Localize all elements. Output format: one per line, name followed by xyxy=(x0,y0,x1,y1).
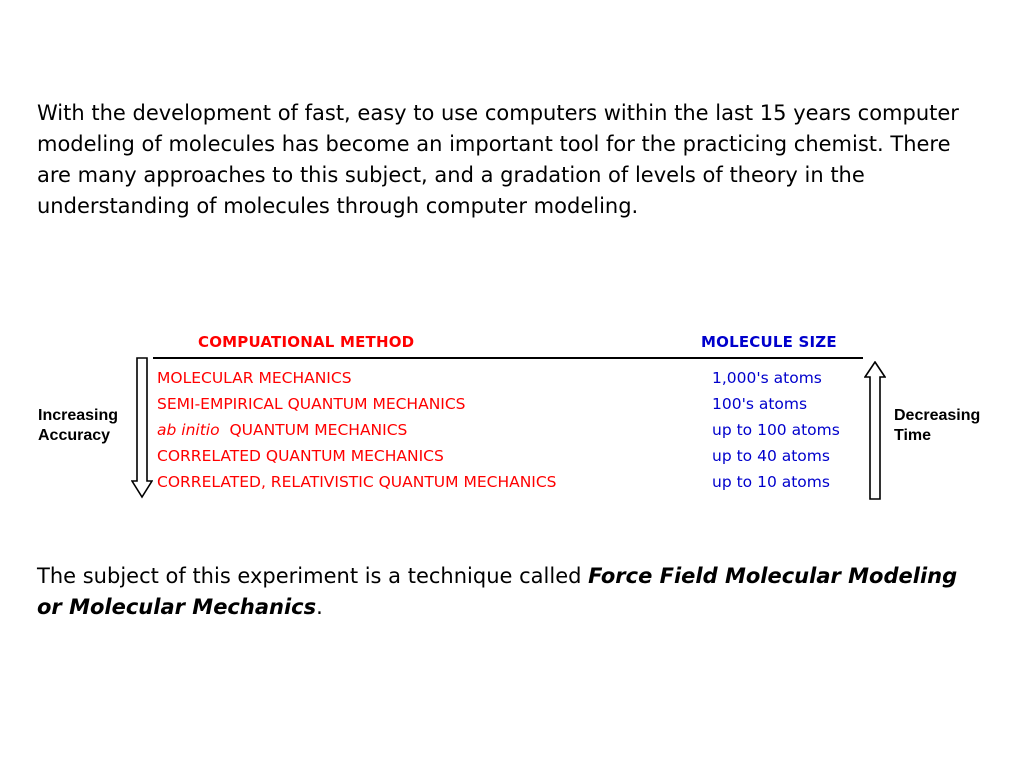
size-row-1: 1,000's atoms xyxy=(712,369,822,387)
conclusion-paragraph: The subject of this experiment is a technique called Force Field Molecular Modeling or Molecular Mechanics. xyxy=(37,564,958,619)
method-row-3-italic: ab initio xyxy=(157,421,220,439)
method-row-3: ab initio QUANTUM MECHANICS xyxy=(157,421,408,439)
down-arrow-icon xyxy=(131,357,153,499)
technique-name: Force Field Molecular Modeling or Molecular Mechanics xyxy=(37,564,958,619)
increasing-accuracy-label: Increasing Accuracy xyxy=(38,407,119,444)
method-row-2: SEMI-EMPIRICAL QUANTUM MECHANICS xyxy=(157,395,466,413)
decreasing-time-label: Decreasing Time xyxy=(894,407,981,444)
intro-paragraph: With the development of fast, easy to use computers within the last 15 years computer modeling of molecules has become an important tool for the practicing chemist. There are many approaches to this subject, and a gradation of levels of theory in the understanding of molecules through computer modeling. xyxy=(37,101,959,218)
method-column-header: COMPUATIONAL METHOD xyxy=(198,333,415,351)
size-row-5: up to 10 atoms xyxy=(712,473,830,491)
size-column-header: MOLECULE SIZE xyxy=(701,333,837,351)
method-row-4: CORRELATED QUANTUM MECHANICS xyxy=(157,447,444,465)
size-row-3: up to 100 atoms xyxy=(712,421,840,439)
method-row-5: CORRELATED, RELATIVISTIC QUANTUM MECHANICS xyxy=(157,473,557,491)
header-divider xyxy=(153,357,863,359)
size-row-4: up to 40 atoms xyxy=(712,447,830,465)
method-row-1: MOLECULAR MECHANICS xyxy=(157,369,352,387)
size-row-2: 100's atoms xyxy=(712,395,808,413)
up-arrow-icon xyxy=(864,361,886,501)
